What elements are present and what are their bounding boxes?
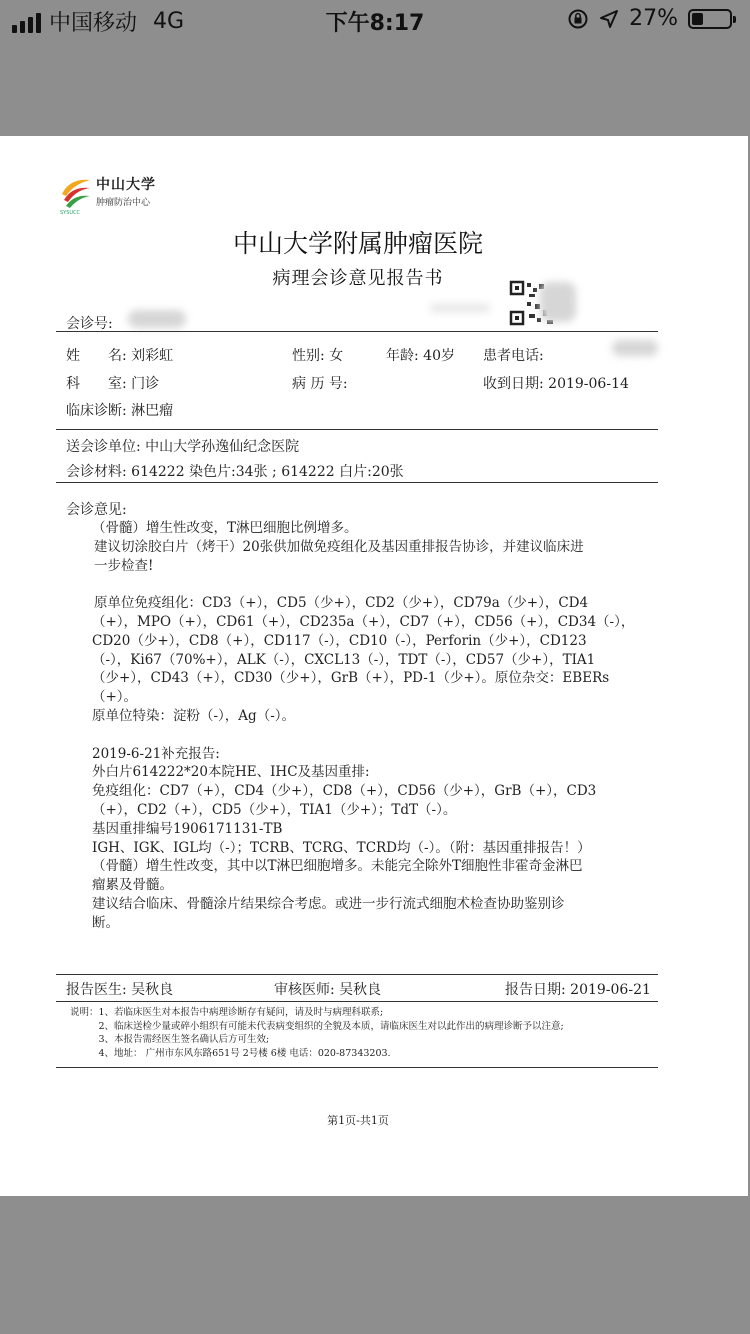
report-page [0, 136, 748, 1196]
redacted-block [430, 304, 490, 312]
divider [56, 974, 658, 975]
opinion-line: 建议结合临床、骨髓涂片结果综合考虑。或进一步行流式细胞术检查协助鉴别诊 [92, 895, 565, 912]
opinion-line: 一步检查! [94, 557, 154, 574]
hospital-logo [58, 174, 168, 214]
opinion-line: （+），CD2（+），CD5（少+），TIA1（少+）；TdT（-）。 [92, 801, 457, 818]
consult-material: 会诊材料: 614222 染色片:34张 ; 614222 白片:20张 [66, 464, 404, 480]
divider [56, 1001, 658, 1002]
opinion-line: 外白片614222*20本院HE、IHC及基因重排: [92, 764, 370, 781]
opinion-line: 免疫组化：CD7（+），CD4（少+），CD8（+），CD56（少+），GrB（+），CD3 [92, 783, 597, 800]
battery-icon [688, 9, 732, 29]
opinion-line: （少+），CD43（+），CD30（少+），GrB（+），PD-1（少+）。原位杂交：EBERs [92, 670, 610, 687]
opinion-line: 基因重排编号1906171131-TB [92, 820, 283, 837]
redacted-block [540, 282, 576, 322]
review-doctor: 审核医师: 吴秋良 [274, 982, 382, 998]
sending-unit: 送会诊单位: 中山大学孙逸仙纪念医院 [66, 439, 300, 455]
opinion-line: （骨髓）增生性改变，T淋巴细胞比例增多。 [92, 520, 358, 536]
medical-record-number: 病 历 号: [292, 376, 348, 392]
redacted-phone [612, 340, 658, 356]
opinion-line: 2019-6-21补充报告: [92, 745, 220, 762]
battery-percent: 27% [629, 6, 678, 31]
opinion-line: （-），Ki67（70%+），ALK（-），CXCL13（-），TDT（-），CD57（少+），TIA1 [92, 651, 596, 668]
department: 科 室: 门诊 [66, 376, 160, 392]
opinion-line: （骨髓）增生性改变，其中以T淋巴细胞增多。未能完全除外T细胞性非霍奇金淋巴 [92, 858, 583, 875]
divider [56, 331, 658, 332]
status-bar [0, 0, 750, 40]
location-icon [599, 9, 619, 29]
report-doctor: 报告医生: 吴秋良 [66, 982, 174, 998]
note-line: 说明：1、若临床医生对本报告中病理诊断存有疑问，请及时与病理科联系; [70, 1007, 384, 1018]
page-number: 第1页-共1页 [327, 1114, 389, 1127]
opinion-body [92, 519, 652, 933]
opinion-line: IGH、IGK、IGL均（-）；TCRB、TCRG、TCRD均（-）。（附：基因重排报告！） [92, 839, 591, 856]
hospital-name: 中山大学附属肿瘤医院 [232, 229, 483, 258]
divider [56, 1067, 658, 1068]
report-date: 报告日期: 2019-06-21 [505, 982, 651, 998]
consult-number-label: 会诊号: [66, 316, 113, 332]
logo-name: 中山大学 [96, 177, 156, 193]
patient-phone: 患者电话: [483, 348, 544, 364]
opinion-line: 断。 [92, 914, 119, 931]
opinion-line: 瘤累及骨髓。 [92, 877, 173, 894]
notes [70, 1006, 564, 1060]
logo-subtitle: 肿瘤防治中心 [96, 198, 151, 208]
opinion-line: 建议切涂胶白片（烤干）20张供加做免疫组化及基因重排报告协诊，并建议临床进 [94, 538, 584, 555]
patient-age: 年龄: 40岁 [386, 348, 455, 364]
rotation-lock-icon [567, 8, 589, 30]
opinion-line: （+）。 [92, 689, 138, 706]
patient-name: 姓 名: 刘彩虹 [66, 348, 174, 364]
received-date: 收到日期: 2019-06-14 [483, 376, 629, 392]
note-line: 2、临床送检少量或碎小组织有可能未代表病变组织的全貌及本质，请临床医生对以此作出的病理诊断予以注意; [70, 1020, 564, 1032]
logo-emblem-icon [60, 176, 92, 210]
opinion-line: 原单位特染：淀粉（-），Ag（-）。 [92, 707, 296, 724]
report-title: 病理会诊意见报告书 [272, 268, 444, 289]
opinion-line: 原单位免疫组化：CD3（+），CD5（少+），CD2（少+），CD79a（少+），CD4 [94, 595, 589, 612]
carrier-label: 中国移动 [49, 11, 138, 36]
redacted-consult-number [128, 310, 186, 328]
opinion-line: CD20（少+），CD8（+），CD117（-），CD10（-），Perforin（少+），CD123 [92, 632, 587, 649]
divider [56, 482, 658, 483]
clock: 下午8:17 [325, 11, 425, 36]
divider [56, 429, 658, 430]
opinion-label: 会诊意见: [66, 502, 127, 518]
opinion-line: （+），MPO（+），CD61（+），CD235a（+），CD7（+），CD56（+），CD34（-）， [92, 613, 635, 630]
logo-code: SYSUCC [60, 210, 81, 216]
clinical-diagnosis: 临床诊断: 淋巴瘤 [66, 403, 174, 419]
patient-gender: 性别: 女 [292, 348, 344, 364]
note-line: 4、地址： 广州市东风东路651号 2号楼 6楼 电话：020-87343203. [70, 1047, 391, 1059]
network-label: 4G [153, 9, 185, 34]
status-right [567, 6, 732, 31]
note-line: 3、本报告需经医生签名确认后方可生效; [70, 1034, 270, 1045]
